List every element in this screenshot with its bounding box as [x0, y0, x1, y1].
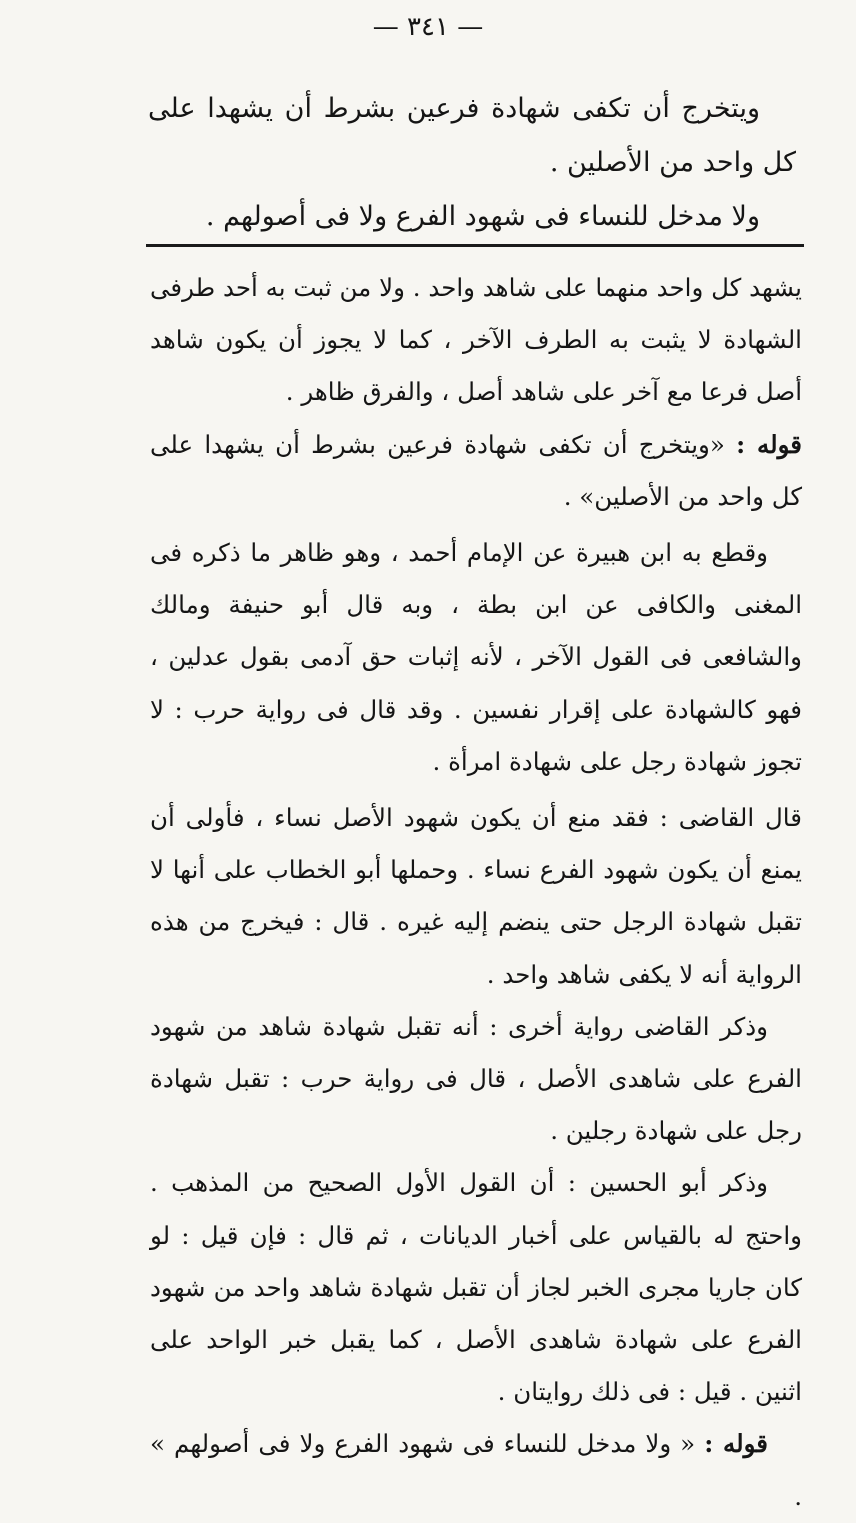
- quote-paragraph: [150, 1418, 802, 1522]
- quote-text: « ولا مدخل للنساء فى شهود الفرع ولا فى أصولهم » .: [150, 1429, 802, 1511]
- commentary-text: [150, 262, 802, 1523]
- main-text-paragraph: ويتخرج أن تكفى شهادة فرعين بشرط أن يشهدا على كل واحد من الأصلين .: [148, 93, 796, 178]
- commentary-paragraph: وذكر أبو الحسين : أن القول الأول الصحيح من المذهب . واحتج له بالقياس على أخبار الديانات ، ثم قال : فإن قيل : لو كان جاريا مجرى الخبر لجاز أن تقبل شهادة شاهد واحد من شهود الفرع على شهادة شاهدى الأصل ، كما يقبل خبر الواحد على اثنين . قيل : فى ذلك روايتان .: [150, 1168, 802, 1407]
- page-number: — ٣٤١ —: [372, 12, 484, 42]
- quote-paragraph: [150, 419, 802, 523]
- commentary-paragraph: قال القاضى : فقد منع أن يكون شهود الأصل نساء ، فأولى أن يمنع أن يكون شهود الفرع نساء . وحملها أبو الخطاب على أنها لا تقبل شهادة الرجل حتى ينضم إليه غيره . قال : فيخرج من هذه الرواية أنه لا يكفى شاهد واحد .: [150, 803, 802, 989]
- quote-text: «ويتخرج أن تكفى شهادة فرعين بشرط أن يشهدا على كل واحد من الأصلين» .: [150, 429, 802, 511]
- commentary-paragraph: وقطع به ابن هبيرة عن الإمام أحمد ، وهو ظاهر ما ذكره فى المغنى والكافى عن ابن بطة ، وبه قال أبو حنيفة ومالك والشافعى فى القول الآخر ، لأنه إثبات حق آدمى بقول عدلين ، فهو كالشهادة على إقرار نفسين . وقد قال فى رواية حرب : لا تجوز شهادة رجل على شهادة امرأة .: [150, 538, 802, 776]
- quote-label: قوله :: [704, 1429, 768, 1459]
- commentary-paragraph: يشهد كل واحد منهما على شاهد واحد . ولا من ثبت به أحد طرفى الشهادة لا يثبت به الطرف الآخر ، كما لا يجوز أن يكون شاهد أصل فرعا مع آخر على شاهد أصل ، والفرق ظاهر .: [150, 273, 802, 407]
- main-text: [148, 82, 796, 244]
- separator-rule: [146, 244, 804, 247]
- commentary-paragraph: وذكر القاضى رواية أخرى : أنه تقبل شهادة شاهد من شهود الفرع على شاهدى الأصل ، قال فى رواية حرب : تقبل شهادة رجل على شهادة رجلين .: [150, 1011, 802, 1146]
- quote-label: قوله :: [736, 429, 803, 459]
- main-text-paragraph: ولا مدخل للنساء فى شهود الفرع ولا فى أصولهم .: [205, 201, 760, 232]
